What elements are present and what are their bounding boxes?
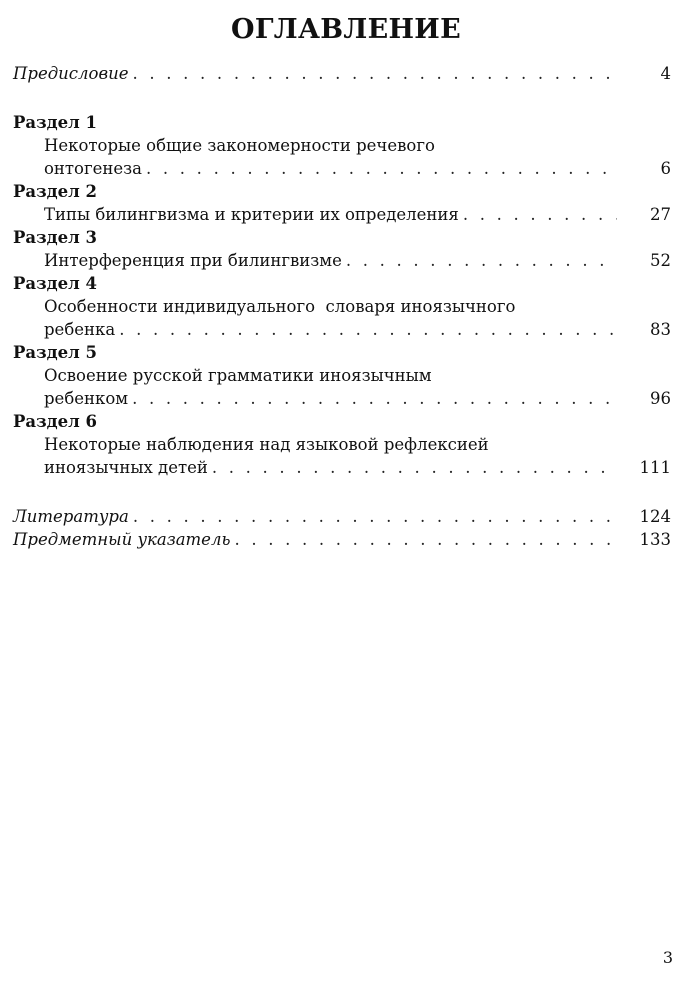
toc-page-number: 124: [639, 507, 671, 526]
toc-page-number: 83: [650, 320, 671, 339]
toc-entry-line: онтогенеза: [44, 159, 143, 178]
toc-entry-section-3[interactable]: [13, 226, 671, 272]
dot-leader: [133, 505, 617, 528]
section-heading: Раздел 6: [13, 412, 97, 431]
dot-leader: [234, 528, 617, 551]
toc-entry-label: Предисловие: [13, 64, 129, 83]
toc-page-number: 96: [650, 389, 671, 408]
table-of-contents: [13, 62, 671, 551]
toc-entry-line: ребенка: [44, 320, 116, 339]
toc-entry-line: Некоторые наблюдения над языковой рефлексией: [44, 435, 489, 454]
toc-page-number: 6: [660, 159, 671, 178]
page-number-folio: 3: [662, 948, 673, 967]
toc-page-number: 133: [639, 530, 671, 549]
toc-entry-line: Интерференция при билингвизме: [44, 251, 342, 270]
toc-entry-label: Предметный указатель: [13, 530, 231, 549]
dot-leader: [119, 318, 617, 341]
section-heading: Раздел 4: [13, 274, 97, 293]
dot-leader: [146, 157, 617, 180]
toc-entry-literature[interactable]: [13, 505, 671, 528]
page-title: ОГЛАВЛЕНИЕ: [231, 14, 461, 45]
section-heading: Раздел 5: [13, 343, 97, 362]
toc-entry-subject-index[interactable]: [13, 528, 671, 551]
section-heading: Раздел 2: [13, 182, 97, 201]
toc-entry-section-2[interactable]: [13, 180, 671, 226]
dot-leader: [212, 456, 617, 479]
toc-entry-section-4[interactable]: [13, 272, 671, 341]
toc-entry-preface[interactable]: [13, 62, 671, 85]
toc-entry-section-6[interactable]: [13, 410, 671, 479]
dot-leader: [463, 203, 617, 226]
toc-entry-line: Особенности индивидуального словаря иноязычного: [44, 297, 516, 316]
dot-leader: [132, 387, 617, 410]
toc-entry-section-5[interactable]: [13, 341, 671, 410]
toc-entry-line: Освоение русской грамматики иноязычным: [44, 366, 432, 385]
toc-page-number: 27: [650, 205, 671, 224]
toc-entry-line: ребенком: [44, 389, 129, 408]
toc-entry-section-1[interactable]: [13, 111, 671, 180]
section-heading: Раздел 3: [13, 228, 97, 247]
toc-entry-line: Некоторые общие закономерности речевого: [44, 136, 435, 155]
toc-entry-line: иноязычных детей: [44, 458, 208, 477]
toc-entry-line: Типы билингвизма и критерии их определения: [44, 205, 459, 224]
toc-page-number: 111: [639, 458, 671, 477]
toc-page-number: 4: [660, 64, 671, 83]
toc-page-number: 52: [650, 251, 671, 270]
dot-leader: [346, 249, 617, 272]
section-heading: Раздел 1: [13, 113, 97, 132]
dot-leader: [132, 62, 617, 85]
toc-entry-label: Литература: [13, 507, 129, 526]
